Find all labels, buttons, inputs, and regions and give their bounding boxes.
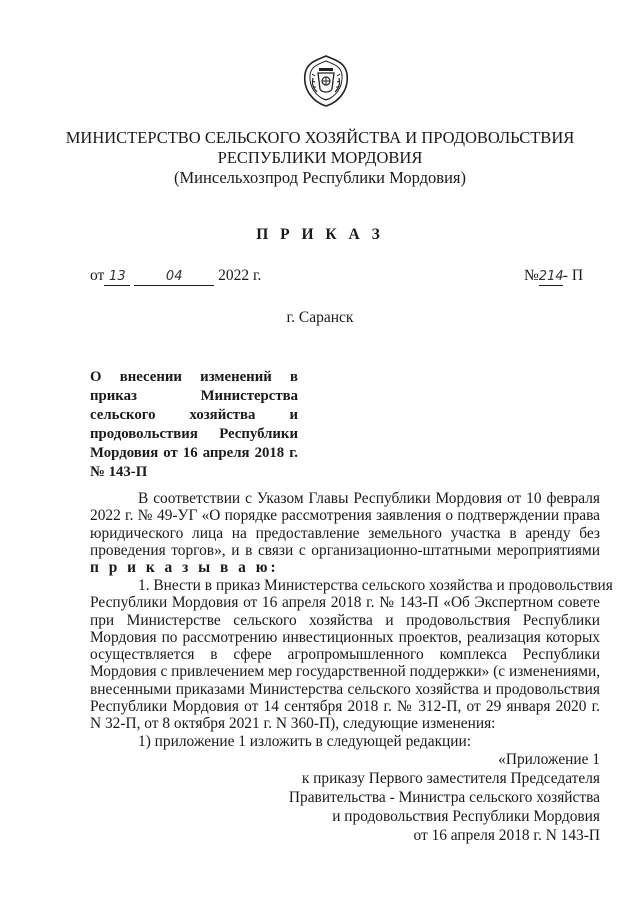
preamble-paragraph xyxy=(90,490,600,576)
ministry-name-line1: МИНИСТЕРСТВО СЕЛЬСКОГО ХОЗЯЙСТВА И ПРОДОВОЛЬСТВИЯ xyxy=(65,128,575,147)
appendix-line: к приказу Первого заместителя Председателя xyxy=(301,770,600,787)
body-line: В соответствии с Указом Главы Республики Мордовия от 10 февраля xyxy=(138,490,600,507)
subject-line: приказ Министерства xyxy=(90,388,298,404)
subject-line: О внесении изменений в xyxy=(90,369,298,385)
date-month: 04 xyxy=(134,269,214,286)
body-line: проведения торгов», и в связи с организационно-штатными мероприятиями xyxy=(90,541,600,559)
subject-line: продовольствия Республики xyxy=(90,426,298,442)
ministry-name-line2: РЕСПУБЛИКИ МОРДОВИЯ xyxy=(217,148,423,167)
item-1-paragraph xyxy=(90,577,613,750)
order-number xyxy=(524,267,583,286)
subject-line: № 143-П xyxy=(90,464,148,480)
subject-line: Мордовия от 16 апреля 2018 г. xyxy=(90,445,298,461)
date-day: 13 xyxy=(104,269,130,286)
body-line: Республики Мордовия от 14 сентября 2018 г. № 312-П, от 29 января 2020 г. xyxy=(90,698,600,716)
ministry-short-name: (Минсельхозпрод Республики Мордовия) xyxy=(174,168,466,187)
number-value: 214 xyxy=(538,269,564,284)
body-line: 2022 г. № 49-УГ «О порядке рассмотрения заявления о подтверждении права xyxy=(90,507,600,525)
appendix-line: от 16 апреля 2018 г. N 143-П xyxy=(413,827,600,844)
orders-word: п р и к а з ы в а ю: xyxy=(90,559,279,577)
number-suffix: - П xyxy=(562,267,584,284)
body-line: Республики Мордовия от 16 апреля 2018 г. № 143-П «Об Экспертном совете xyxy=(90,594,600,612)
appendix-line: и продовольствия Республики Мордовия xyxy=(332,808,600,825)
city: г. Саранск xyxy=(286,309,354,326)
document-title: П Р И К А З xyxy=(256,226,384,243)
coat-of-arms-emblem xyxy=(301,54,351,108)
number-prefix: № xyxy=(524,267,539,284)
appendix-line: «Приложение 1 xyxy=(498,751,600,768)
appendix-heading xyxy=(200,750,600,845)
body-line: Мордовия с привлечением мер государственной поддержки» (с изменениями, xyxy=(90,663,601,681)
body-line: Мордовия по рассмотрению инвестиционных проектов, реализация которых xyxy=(90,628,600,646)
appendix-line: Правительства - Министра сельского хозяйства xyxy=(288,789,600,806)
date-prefix: от xyxy=(90,267,105,284)
body-line: осуществляется в сфере агропромышленного комплекса Республики xyxy=(90,646,600,664)
body-line: при Министерстве сельского хозяйства и продовольствия Республики xyxy=(90,611,600,629)
body-line: 1. Внести в приказ Министерства сельского хозяйства и продовольствия xyxy=(138,577,613,594)
body-line: 1) приложение 1 изложить в следующей редакции: xyxy=(138,732,472,750)
subject-line: сельского хозяйства и xyxy=(90,407,298,423)
order-subject xyxy=(90,368,298,482)
body-line: N 32-П, от 8 октября 2021 г. N 360-П), следующие изменения: xyxy=(90,715,496,733)
order-date xyxy=(90,267,261,286)
date-year: 2022 г. xyxy=(218,267,262,284)
body-line: юридического лица на предоставление земельного участка в аренду без xyxy=(90,524,600,542)
body-line: внесенными приказами Министерства сельского хозяйства и продовольствия xyxy=(90,680,600,698)
